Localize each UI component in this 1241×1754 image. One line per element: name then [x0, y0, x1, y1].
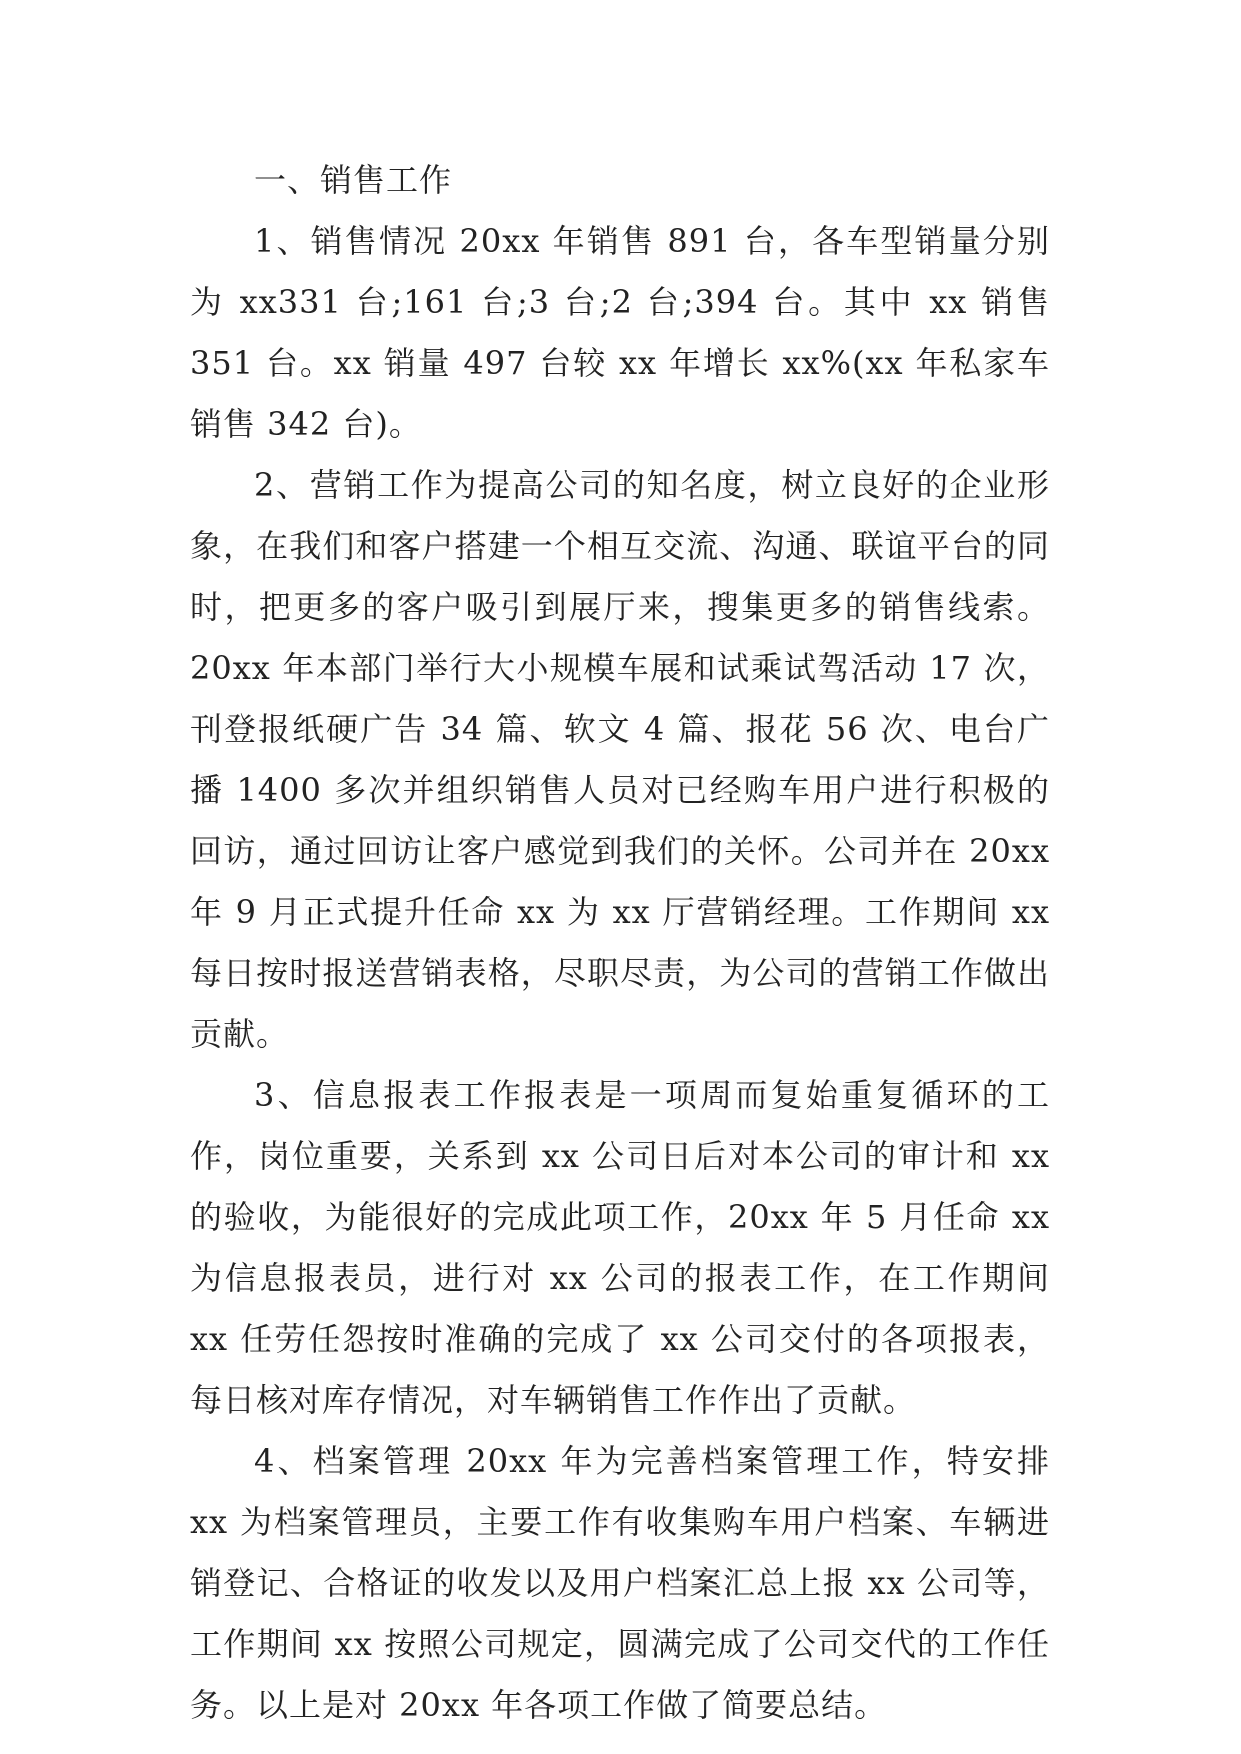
document-body	[190, 150, 1050, 1736]
paragraph-marketing: 2、营销工作为提高公司的知名度，树立良好的企业形象，在我们和客户搭建一个相互交流、沟通、联谊平台的同时，把更多的客户吸引到展厅来，搜集更多的销售线索。20xx 年本部门举行大小规模车展和试乘试驾活动 17 次，刊登报纸硬广告 34 篇、软文 4 篇、报花 56 次、电台广播 1400 多次并组织销售人员对已经购车用户进行积极的回访，通过回访让客户感觉到我们的关怀。公司并在 20xx 年 9 月正式提升任命 xx 为 xx 厅营销经理。工作期间 xx 每日按时报送营销表格，尽职尽责，为公司的营销工作做出贡献。	[190, 466, 1050, 1053]
paragraph-reports: 3、信息报表工作报表是一项周而复始重复循环的工作，岗位重要，关系到 xx 公司日后对本公司的审计和 xx 的验收，为能很好的完成此项工作，20xx 年 5 月任命 xx 为信息报表员，进行对 xx 公司的报表工作，在工作期间 xx 任劳任怨按时准确的完成了 xx 公司交付的各项报表，每日核对库存情况，对车辆销售工作作出了贡献。	[190, 1076, 1050, 1419]
section-heading: 一、销售工作	[254, 161, 453, 199]
paragraph-archives: 4、档案管理 20xx 年为完善档案管理工作，特安排 xx 为档案管理员，主要工作有收集购车用户档案、车辆进销登记、合格证的收发以及用户档案汇总上报 xx 公司等，工作期间 xx 按照公司规定，圆满完成了公司交代的工作任务。以上是对 20xx 年各项工作做了简要总结。	[190, 1442, 1050, 1724]
paragraph-sales-status: 1、销售情况 20xx 年销售 891 台，各车型销量分别为 xx331 台;161 台;3 台;2 台;394 台。其中 xx 销售 351 台。xx 销量 497 台较 xx 年增长 xx%(xx 年私家车销售 342 台)。	[190, 222, 1050, 443]
